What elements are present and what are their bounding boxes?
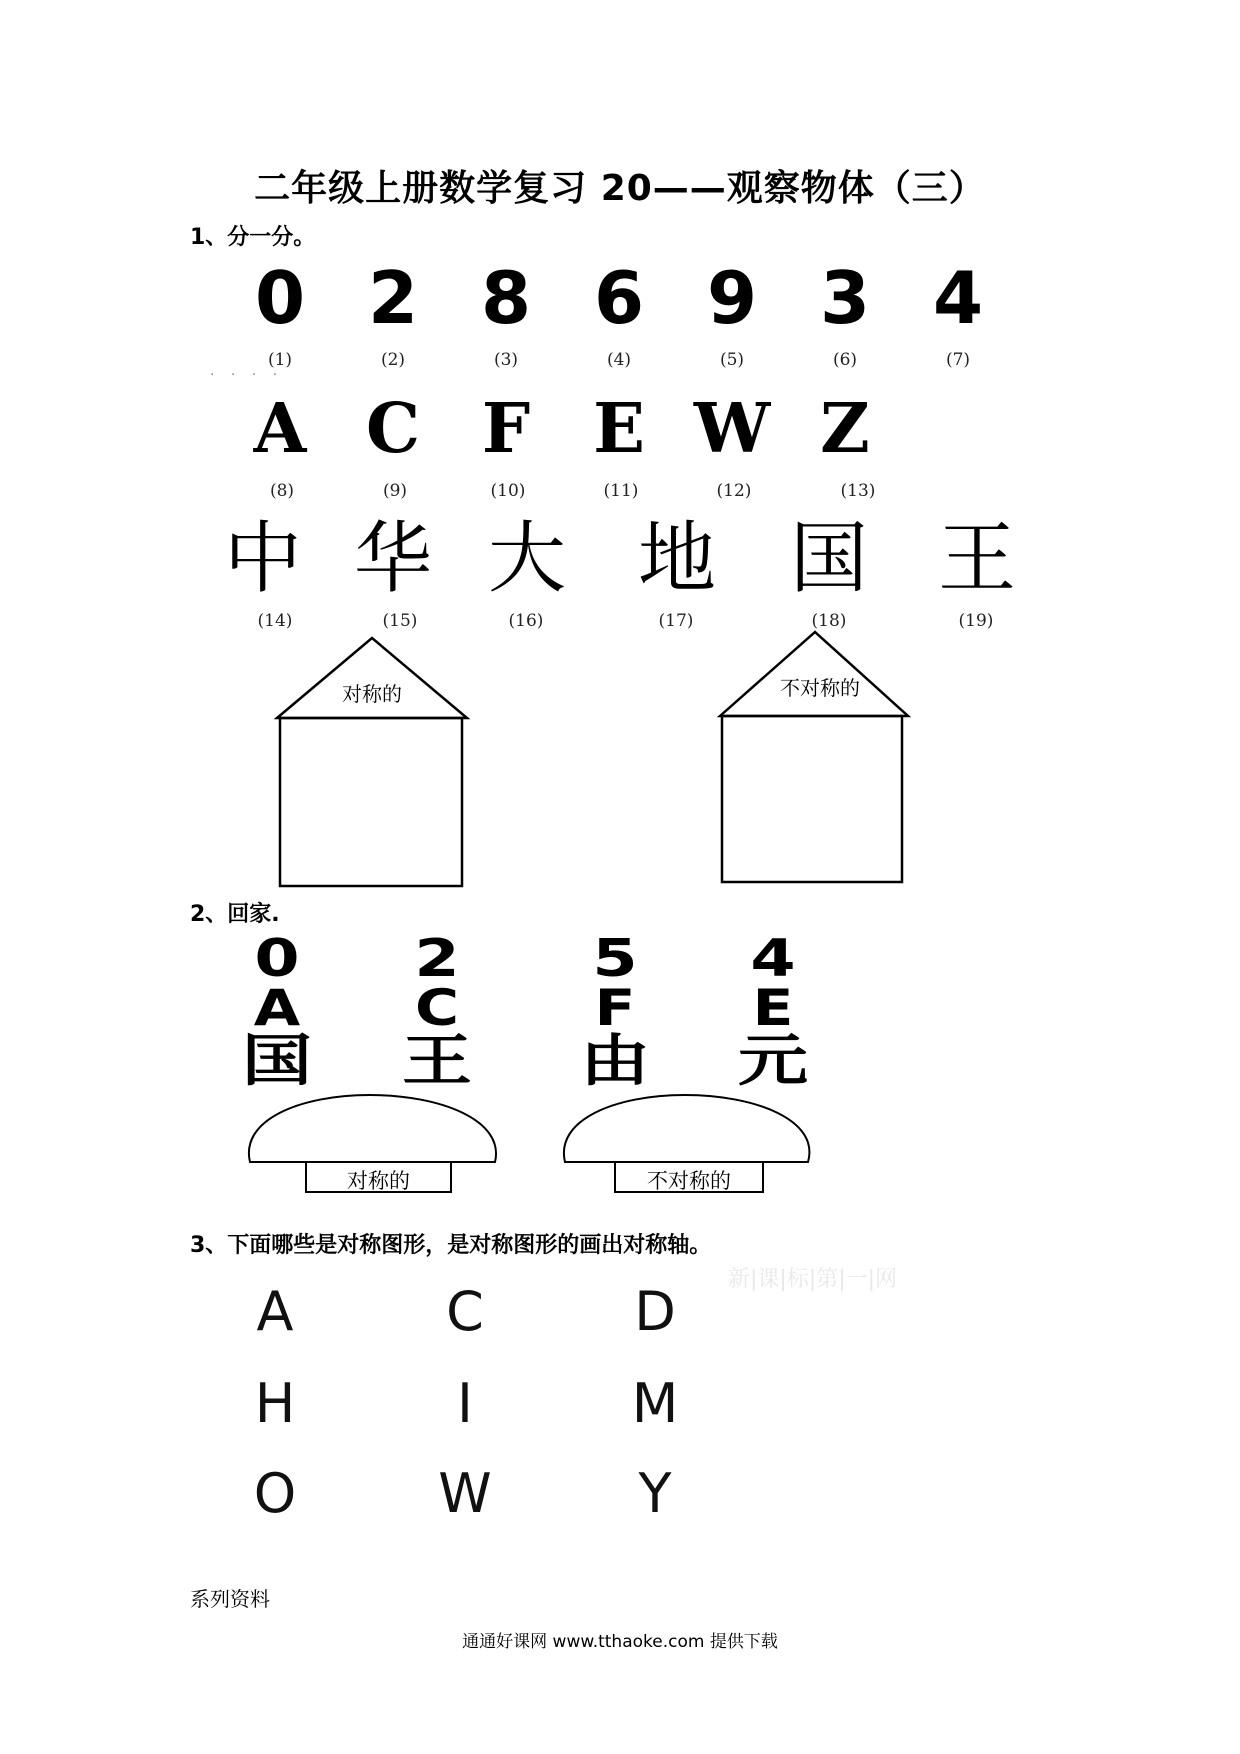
q1-symbol-9: C xyxy=(365,389,421,469)
q1-label-8: (8) xyxy=(269,481,295,501)
q3-letter-D: D xyxy=(634,1280,676,1343)
q2-symbol-you: 由 xyxy=(580,1029,650,1094)
q2-symbol-5: 5 xyxy=(592,929,638,989)
q3-letter-Y: Y xyxy=(638,1462,672,1525)
q1-label-16: (16) xyxy=(508,611,544,631)
q1-symbol-15: 华 xyxy=(353,514,432,604)
q2-symbol-yuan: 元 xyxy=(738,1029,808,1094)
q3-letter-M: M xyxy=(631,1372,679,1435)
q1-label-5: (5) xyxy=(719,350,745,370)
q1-label-4: (4) xyxy=(606,350,632,370)
q1-label-12: (12) xyxy=(716,481,752,501)
q2-symbol-A: A xyxy=(253,979,301,1037)
question-2-heading: 2、回家. xyxy=(190,902,280,927)
q1-label-18: (18) xyxy=(811,611,847,631)
q1-label-1: (1) xyxy=(267,350,293,370)
q3-letter-A: A xyxy=(256,1280,294,1343)
q1-symbol-16: 大 xyxy=(487,514,566,604)
q1-label-7: (7) xyxy=(945,350,971,370)
question-3-heading: 3、下面哪些是对称图形，是对称图形的画出对称轴。 xyxy=(190,1233,712,1258)
q1-symbol-10: F xyxy=(481,389,531,469)
q1-symbol-6: 3 xyxy=(819,256,871,340)
download-source: 通通好课网 www.tthaoke.com 提供下载 xyxy=(462,1632,778,1652)
q1-label-10: (10) xyxy=(490,481,526,501)
q2-symbol-F: F xyxy=(594,979,636,1037)
q1-symbol-17: 地 xyxy=(637,514,716,604)
q1-symbol-3: 8 xyxy=(480,256,532,340)
q2-symbol-2: 2 xyxy=(414,929,460,989)
q3-letter-H: H xyxy=(254,1372,296,1435)
dot-leader: . . . . xyxy=(210,363,284,379)
q1-symbol-19: 王 xyxy=(937,514,1016,604)
q1-symbol-14: 中 xyxy=(223,514,302,604)
mushroom-symmetric-label: 对称的 xyxy=(347,1169,410,1193)
q2-symbol-guo: 国 xyxy=(242,1029,312,1094)
q1-label-11: (11) xyxy=(603,481,639,501)
question-1-heading: 1、分一分。 xyxy=(190,225,316,250)
q1-symbol-4: 6 xyxy=(593,256,645,340)
house-asymmetric-label: 不对称的 xyxy=(780,676,860,700)
house-asymmetric xyxy=(720,632,908,882)
q3-letter-I: I xyxy=(457,1372,473,1435)
q1-label-6: (6) xyxy=(832,350,858,370)
q1-symbol-1: 0 xyxy=(254,256,306,340)
q1-label-3: (3) xyxy=(493,350,519,370)
q1-symbol-13: Z xyxy=(820,389,870,469)
q1-symbol-7: 4 xyxy=(932,256,984,340)
q1-label-13: (13) xyxy=(840,481,876,501)
q2-symbol-4: 4 xyxy=(750,929,796,989)
q2-symbol-C: C xyxy=(414,979,460,1037)
q1-symbol-2: 2 xyxy=(367,256,419,340)
q1-symbol-18: 国 xyxy=(789,514,868,604)
q2-symbol-E: E xyxy=(752,979,794,1037)
series-label: 系列资料 xyxy=(190,1587,270,1611)
q1-label-19: (19) xyxy=(958,611,994,631)
page-title: 二年级上册数学复习 20——观察物体（三） xyxy=(254,168,986,209)
q3-letter-W: W xyxy=(438,1462,492,1525)
watermark: 新|课|标|第|一|网 xyxy=(728,1267,898,1292)
q1-label-2: (2) xyxy=(380,350,406,370)
q2-symbol-wang: 王 xyxy=(402,1029,472,1094)
q3-letter-O: O xyxy=(253,1462,297,1525)
q3-letter-C: C xyxy=(446,1280,484,1343)
q1-symbol-5: 9 xyxy=(706,256,758,340)
q1-label-15: (15) xyxy=(382,611,418,631)
q1-symbol-11: E xyxy=(593,389,645,469)
house-symmetric-label: 对称的 xyxy=(342,682,402,706)
q1-symbol-8: A xyxy=(253,389,307,469)
q1-label-17: (17) xyxy=(658,611,694,631)
q1-symbol-12: W xyxy=(693,389,771,469)
q1-label-14: (14) xyxy=(257,611,293,631)
q1-label-9: (9) xyxy=(382,481,408,501)
mushroom-asymmetric-label: 不对称的 xyxy=(647,1169,731,1193)
house-symmetric xyxy=(277,638,467,886)
q2-symbol-0: 0 xyxy=(254,929,300,989)
